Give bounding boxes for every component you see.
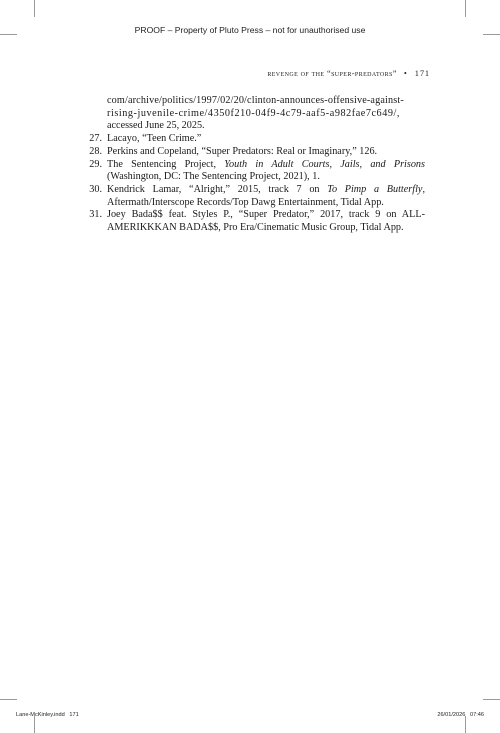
- footer-timestamp: 26/01/2026 07:46: [437, 712, 484, 718]
- note-text-post: (Washington, DC: The Sentencing Project, 2021), 1.: [107, 171, 320, 183]
- running-head-title: revenge of the “super-predators”: [267, 69, 397, 78]
- proof-notice: PROOF – Property of Pluto Press – not for unauthorised use: [134, 25, 366, 35]
- running-head: [267, 69, 430, 78]
- note-text-pre: Kendrick Lamar, “Alright,” 2015, track 7 on: [107, 183, 328, 195]
- endnotes-list: [87, 95, 425, 235]
- crop-mark-top-left-v: [34, 0, 35, 17]
- note-text: Perkins and Copeland, “Super Predators: Real or Imaginary,” 126.: [107, 145, 378, 157]
- note-number: 31.: [89, 209, 102, 221]
- endnote-29: [87, 159, 425, 184]
- note-line: com/archive/politics/1997/02/20/clinton-announces-offensive-against-: [107, 95, 404, 106]
- endnote-30: [87, 184, 425, 209]
- note-number: 28.: [89, 145, 102, 157]
- note-number: 27.: [89, 133, 102, 145]
- note-text: Lacayo, “Teen Crime.”: [107, 133, 202, 145]
- note-italic-title: To Pimp a Butterfly: [327, 183, 423, 195]
- note-line: rising-juvenile-crime/4350f210-04f9-4c79-aaf5-a982fae7c649/,: [107, 107, 400, 119]
- running-head-bullet: •: [403, 69, 408, 78]
- note-italic-title: Youth in Adult Courts, Jails, and Prisons: [224, 158, 425, 170]
- crop-mark-bottom-right-v: [465, 716, 466, 733]
- note-number: 30.: [89, 183, 102, 195]
- note-text: Joey Bada$$ feat. Styles P., “Super Predator,” 2017, track 9 on ALL-AMERIKKKAN BADA$$, Pro Era/Cinematic Music Group, Tidal App.: [107, 209, 425, 234]
- note-text-post: , Aftermath/Interscope Records/Top Dawg Entertainment, Tidal App.: [107, 183, 425, 208]
- page-number: 171: [414, 69, 430, 78]
- endnote-27: [87, 133, 425, 146]
- crop-mark-bottom-right-h: [483, 699, 500, 700]
- crop-mark-bottom-left-v: [34, 716, 35, 733]
- endnote-31: [87, 209, 425, 234]
- note-line: accessed June 25, 2025.: [107, 120, 205, 132]
- note-number: 29.: [89, 158, 102, 170]
- footer-file-info: Lane-McKinley.indd 171: [16, 712, 79, 718]
- note-text-pre: The Sentencing Project,: [107, 158, 225, 170]
- endnote-28: [87, 146, 425, 159]
- crop-mark-top-right-v: [465, 0, 466, 17]
- crop-mark-bottom-left-h: [0, 699, 17, 700]
- endnote-continuation: [87, 95, 425, 133]
